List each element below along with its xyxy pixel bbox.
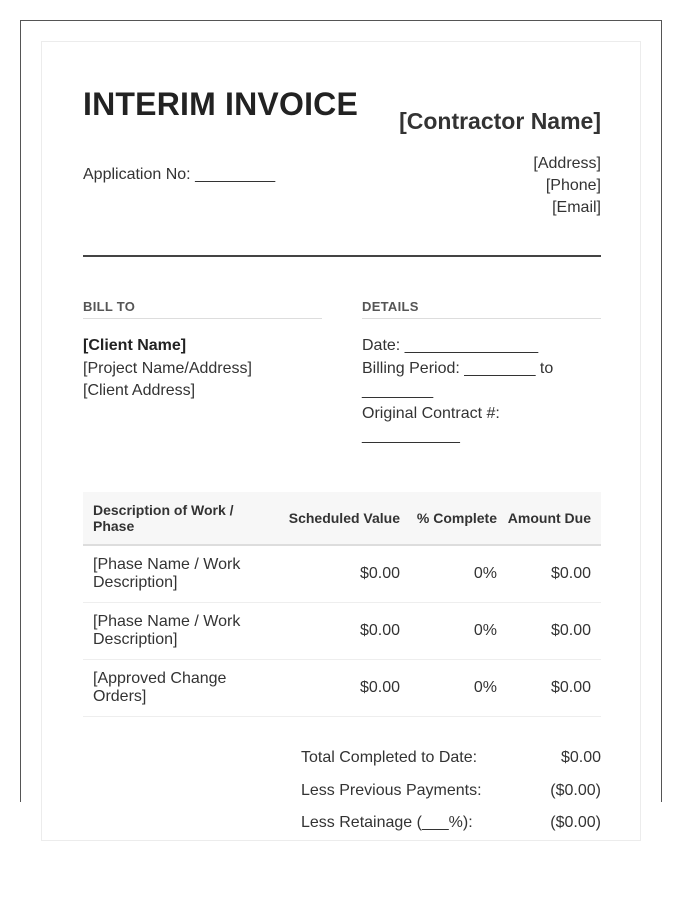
retainage-value: ($0.00)	[550, 814, 601, 832]
retainage-row	[301, 807, 601, 840]
bill-to-heading: BILL TO	[83, 299, 322, 319]
row-scheduled-value: $0.00	[359, 565, 400, 582]
client-address: [Client Address]	[83, 382, 196, 399]
project-name: [Project Name/Address]	[83, 359, 252, 377]
contractor-phone: [Phone]	[545, 177, 601, 194]
application-number: Application No: _________	[83, 166, 276, 183]
total-completed-row	[301, 742, 601, 775]
row-percent-complete: 0%	[473, 622, 497, 639]
original-contract: Original Contract #: ___________	[362, 404, 500, 444]
invoice-title: INTERIM INVOICE	[83, 86, 359, 122]
row-description: [Phase Name / Work Description]	[93, 613, 241, 648]
document-frame	[20, 20, 662, 832]
total-completed-label: Total Completed to Date:	[301, 749, 478, 767]
contractor-contact	[533, 153, 601, 219]
contractor-email: [Email]	[552, 199, 601, 216]
invoice-page	[41, 41, 641, 841]
row-scheduled-value: $0.00	[359, 622, 400, 639]
contractor-address: [Address]	[533, 155, 601, 172]
details-section	[362, 335, 572, 448]
total-completed-value: $0.00	[560, 749, 601, 767]
details-heading: DETAILS	[362, 299, 601, 319]
row-description: [Phase Name / Work Description]	[93, 556, 241, 591]
row-amount-due: $0.00	[550, 679, 591, 696]
retainage-label: Less Retainage (___%):	[301, 814, 473, 832]
work-table	[83, 492, 601, 717]
header-percent-complete: % Complete	[416, 510, 497, 526]
row-amount-due: $0.00	[550, 622, 591, 639]
previous-payments-row	[301, 775, 601, 808]
totals-section	[301, 742, 601, 840]
row-percent-complete: 0%	[473, 679, 497, 696]
table-row	[83, 546, 601, 603]
bill-to-section	[83, 335, 252, 403]
previous-payments-label: Less Previous Payments:	[301, 781, 482, 799]
row-description: [Approved Change Orders]	[93, 670, 227, 705]
table-header	[83, 492, 601, 546]
header-scheduled-value: Scheduled Value	[288, 510, 400, 526]
row-amount-due: $0.00	[550, 565, 591, 582]
client-name: [Client Name]	[83, 337, 187, 354]
table-row	[83, 660, 601, 717]
row-percent-complete: 0%	[473, 565, 497, 582]
header-divider	[83, 255, 601, 257]
invoice-date: Date: _______________	[362, 337, 539, 354]
previous-payments-value: ($0.00)	[550, 781, 601, 799]
row-scheduled-value: $0.00	[359, 679, 400, 696]
header-amount-due: Amount Due	[507, 510, 591, 526]
table-row	[83, 603, 601, 660]
contractor-name: [Contractor Name]	[399, 108, 601, 134]
header-description: Description of Work / Phase	[93, 502, 234, 534]
billing-period: Billing Period: ________ to ________	[362, 359, 554, 399]
